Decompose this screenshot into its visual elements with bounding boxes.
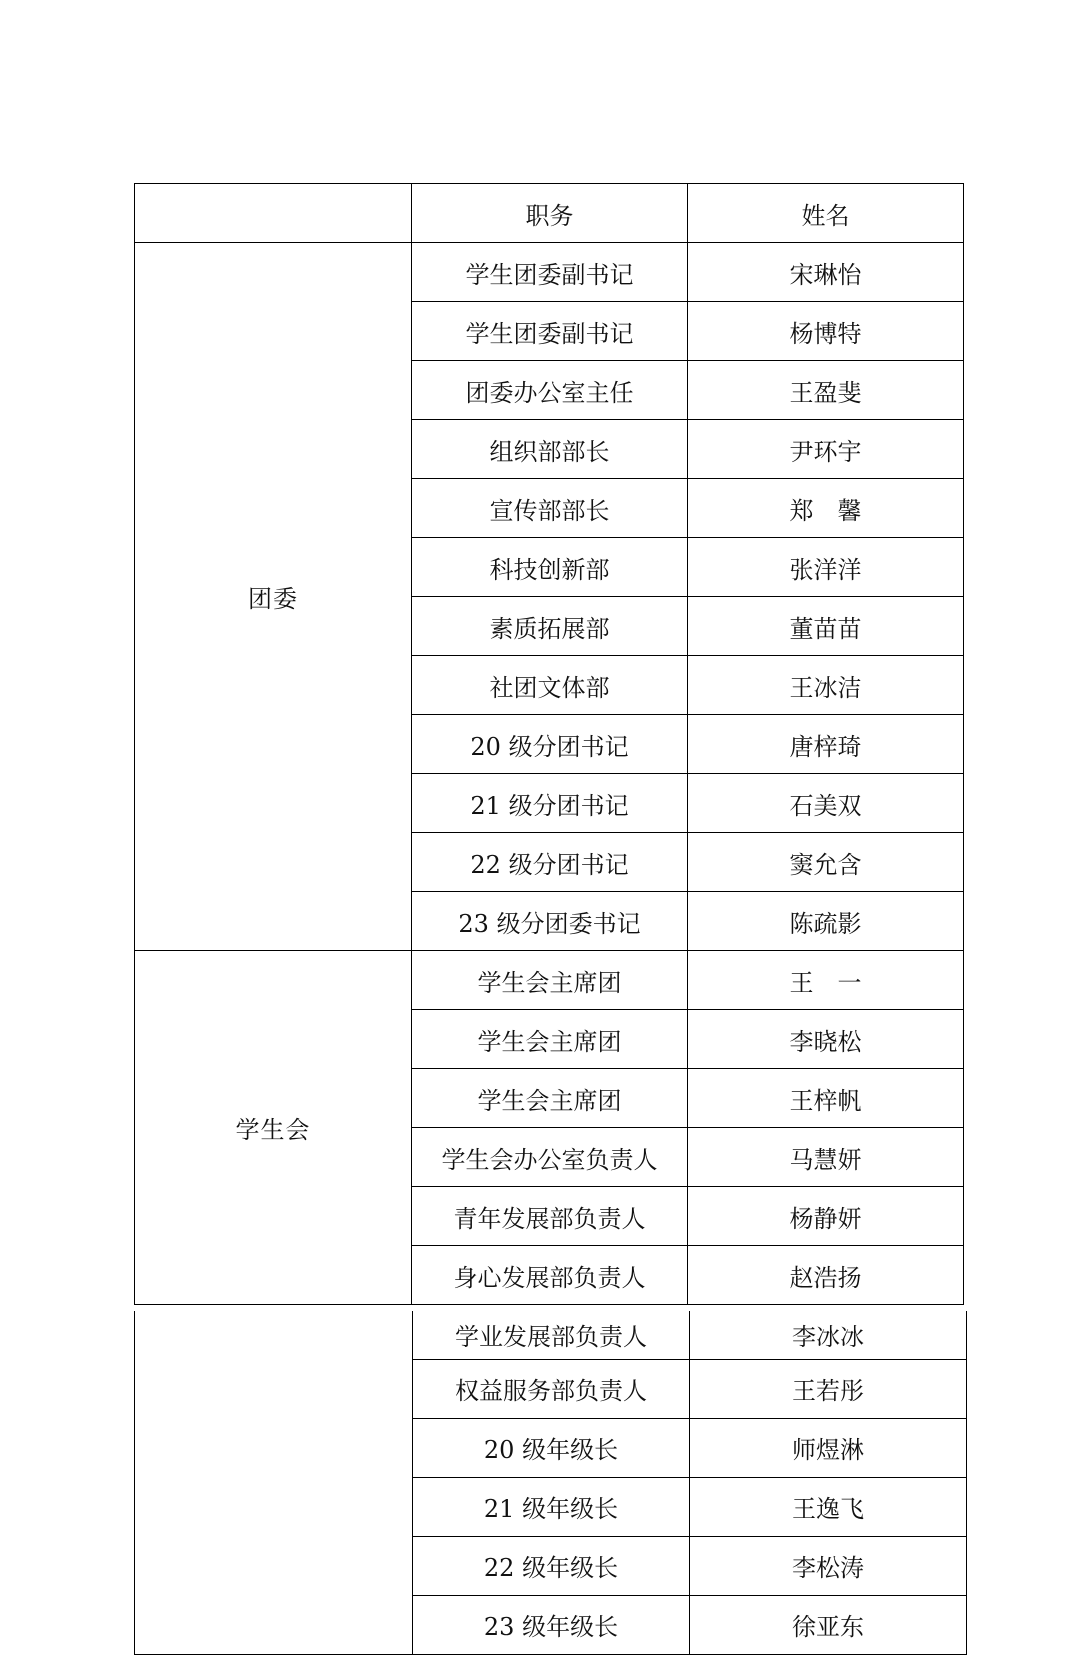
position-cell: 23 级年级长 [413, 1595, 690, 1654]
position-cell: 学生会主席团 [412, 1069, 688, 1128]
position-cell: 22 级年级长 [413, 1536, 690, 1595]
position-cell: 身心发展部负责人 [412, 1246, 688, 1305]
roster-table-part-2 [134, 1311, 967, 1655]
header-name-cell: 姓名 [688, 184, 964, 243]
header-org-cell [135, 184, 412, 243]
name-cell: 师煜淋 [690, 1418, 967, 1477]
table-header-row [135, 184, 964, 243]
table-row [135, 951, 964, 1010]
position-cell: 21 级年级长 [413, 1477, 690, 1536]
name-cell: 王盈斐 [688, 361, 964, 420]
position-cell: 学业发展部负责人 [413, 1311, 690, 1359]
roster-table-body [135, 184, 964, 1305]
position-cell: 素质拓展部 [412, 597, 688, 656]
org-cell: 学生会 [135, 951, 412, 1305]
name-cell: 董苗苗 [688, 597, 964, 656]
position-cell: 学生会办公室负责人 [412, 1128, 688, 1187]
name-cell: 王冰洁 [688, 656, 964, 715]
name-cell: 李松涛 [690, 1536, 967, 1595]
name-cell: 徐亚东 [690, 1595, 967, 1654]
position-cell: 团委办公室主任 [412, 361, 688, 420]
header-position-cell: 职务 [412, 184, 688, 243]
name-cell: 王逸飞 [690, 1477, 967, 1536]
position-cell: 23 级分团委书记 [412, 892, 688, 951]
name-cell: 杨静妍 [688, 1187, 964, 1246]
name-cell: 尹环宇 [688, 420, 964, 479]
position-cell: 21 级分团书记 [412, 774, 688, 833]
name-cell: 李冰冰 [690, 1311, 967, 1359]
name-cell: 李晓松 [688, 1010, 964, 1069]
name-cell: 唐梓琦 [688, 715, 964, 774]
position-cell: 组织部部长 [412, 420, 688, 479]
position-cell: 22 级分团书记 [412, 833, 688, 892]
name-cell: 赵浩扬 [688, 1246, 964, 1305]
position-cell: 宣传部部长 [412, 479, 688, 538]
name-cell: 陈疏影 [688, 892, 964, 951]
name-cell: 宋琳怡 [688, 243, 964, 302]
position-cell: 20 级分团书记 [412, 715, 688, 774]
position-cell: 权益服务部负责人 [413, 1359, 690, 1418]
name-cell: 郑 馨 [688, 479, 964, 538]
roster-table-body-continued [135, 1311, 967, 1654]
position-cell: 青年发展部负责人 [412, 1187, 688, 1246]
name-cell: 窦允含 [688, 833, 964, 892]
position-cell: 学生团委副书记 [412, 302, 688, 361]
name-cell: 王梓帆 [688, 1069, 964, 1128]
position-cell: 学生会主席团 [412, 951, 688, 1010]
org-cell: 团委 [135, 243, 412, 951]
table-row [135, 243, 964, 302]
roster-table-part-1 [134, 183, 964, 1305]
position-cell: 社团文体部 [412, 656, 688, 715]
name-cell: 石美双 [688, 774, 964, 833]
position-cell: 科技创新部 [412, 538, 688, 597]
name-cell: 马慧妍 [688, 1128, 964, 1187]
position-cell: 20 级年级长 [413, 1418, 690, 1477]
position-cell: 学生会主席团 [412, 1010, 688, 1069]
name-cell: 杨博特 [688, 302, 964, 361]
table-row [135, 1311, 967, 1359]
name-cell: 王若彤 [690, 1359, 967, 1418]
name-cell: 张洋洋 [688, 538, 964, 597]
org-cell [135, 1311, 413, 1654]
position-cell: 学生团委副书记 [412, 243, 688, 302]
name-cell: 王 一 [688, 951, 964, 1010]
